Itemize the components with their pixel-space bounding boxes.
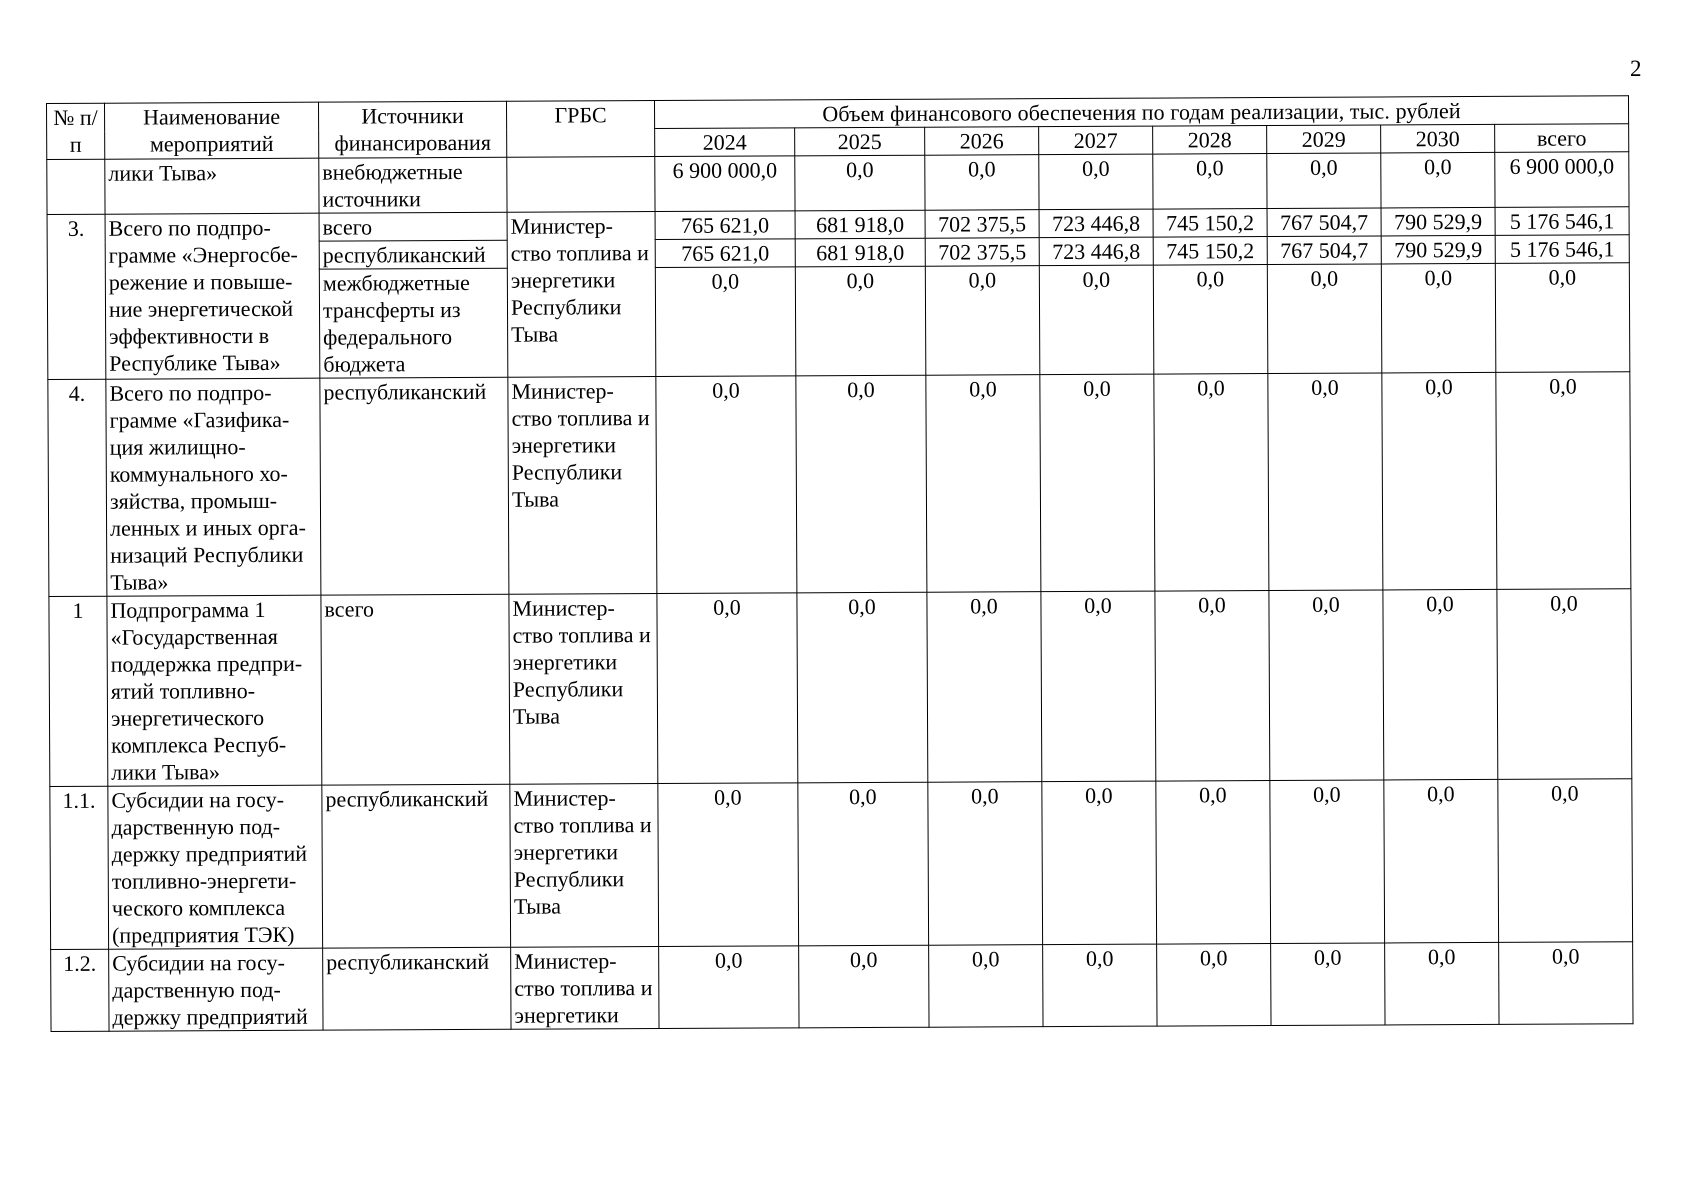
activity-name: Субсидии на госу-дарственную под-держку предприятий bbox=[109, 948, 323, 1031]
total-value: 0,0 bbox=[1497, 589, 1632, 780]
year-value: 0,0 bbox=[1270, 780, 1385, 944]
year-value: 0,0 bbox=[1042, 781, 1157, 945]
year-value: 0,0 bbox=[796, 375, 927, 593]
header-name: Наименование мероприятий bbox=[105, 102, 319, 159]
header-num: № п/п bbox=[47, 103, 105, 159]
year-value: 0,0 bbox=[1269, 590, 1384, 781]
year-value: 6 900 000,0 bbox=[655, 156, 795, 212]
year-value: 681 918,0 bbox=[795, 210, 925, 239]
table-row bbox=[50, 779, 1633, 950]
year-value: 0,0 bbox=[928, 782, 1043, 946]
grbs-name: Министер-ство топлива и энергетики Республики Тыва bbox=[507, 212, 656, 378]
grbs-name: Министер-ство топлива и энергетики Республики Тыва bbox=[509, 594, 658, 785]
total-value: 5 176 546,1 bbox=[1495, 207, 1629, 236]
total-value: 6 900 000,0 bbox=[1495, 152, 1629, 208]
header-total: всего bbox=[1495, 124, 1629, 153]
year-value: 767 504,7 bbox=[1267, 208, 1381, 237]
grbs-name: Министер-ство топлива и энергетики Республики Тыва bbox=[508, 377, 657, 595]
header-source: Источники финансирования bbox=[318, 101, 506, 158]
activity-name: Субсидии на госу-дарственную под-держку предприятий топливно-энергети-ческого комплекса (предприятия ТЭК) bbox=[108, 785, 323, 949]
year-value: 765 621,0 bbox=[655, 211, 795, 240]
year-value: 0,0 bbox=[655, 267, 796, 377]
funding-source: всего bbox=[321, 594, 510, 785]
total-value: 0,0 bbox=[1499, 942, 1633, 1025]
year-value: 0,0 bbox=[795, 155, 925, 211]
header-year: 2026 bbox=[925, 127, 1039, 156]
header-year: 2025 bbox=[795, 127, 925, 156]
year-value: 723 446,8 bbox=[1039, 209, 1153, 238]
row-number: 1 bbox=[49, 596, 108, 786]
year-value: 0,0 bbox=[927, 592, 1042, 783]
year-value: 0,0 bbox=[1271, 943, 1385, 1026]
year-value: 0,0 bbox=[1154, 374, 1269, 592]
header-year: 2030 bbox=[1381, 124, 1495, 153]
year-value: 0,0 bbox=[1041, 591, 1156, 782]
year-value: 0,0 bbox=[1157, 944, 1271, 1027]
year-value: 0,0 bbox=[1268, 373, 1383, 591]
year-value: 0,0 bbox=[1267, 153, 1381, 209]
year-value: 0,0 bbox=[1156, 781, 1271, 945]
header-year: 2027 bbox=[1039, 126, 1153, 155]
year-value: 702 375,5 bbox=[925, 210, 1039, 239]
header-grbs: ГРБС bbox=[506, 101, 654, 158]
year-value: 0,0 bbox=[798, 782, 929, 946]
financing-table bbox=[46, 95, 1634, 1032]
year-value: 0,0 bbox=[1385, 942, 1499, 1025]
grbs-name: Министер-ство топлива и энергетики bbox=[511, 947, 659, 1030]
header-volume: Объем финансового обеспечения по годам реализации, тыс. рублей bbox=[654, 96, 1628, 129]
year-value: 0,0 bbox=[658, 783, 799, 947]
year-value: 0,0 bbox=[1043, 944, 1157, 1027]
header-year: 2029 bbox=[1267, 125, 1381, 154]
year-value: 0,0 bbox=[1381, 263, 1496, 373]
year-value: 790 529,9 bbox=[1381, 207, 1495, 236]
total-value: 0,0 bbox=[1498, 779, 1633, 943]
year-value: 0,0 bbox=[926, 375, 1041, 593]
year-value: 0,0 bbox=[659, 946, 799, 1029]
funding-source: внебюджетные источники bbox=[319, 157, 507, 213]
year-value: 745 150,2 bbox=[1153, 237, 1267, 266]
funding-source: республиканский bbox=[322, 784, 511, 948]
year-value: 0,0 bbox=[795, 266, 926, 376]
year-value: 765 621,0 bbox=[655, 239, 795, 268]
year-value: 0,0 bbox=[797, 592, 928, 783]
row-number: 4. bbox=[48, 379, 107, 596]
year-value: 745 150,2 bbox=[1153, 209, 1267, 238]
header-year: 2028 bbox=[1153, 126, 1267, 155]
year-value: 0,0 bbox=[1153, 265, 1268, 375]
table-row bbox=[48, 372, 1631, 597]
activity-name: Всего по подпро-грамме «Энергосбе-режение и повыше-ние энергетической эффективности в Республике Тыва» bbox=[105, 213, 320, 379]
total-value: 0,0 bbox=[1495, 263, 1630, 373]
year-value: 0,0 bbox=[1040, 374, 1155, 592]
funding-source: межбюджетные трансферты из федерального бюджета bbox=[319, 268, 508, 378]
funding-source: республиканский bbox=[319, 240, 507, 269]
year-value: 0,0 bbox=[1267, 264, 1382, 374]
table-row bbox=[47, 152, 1629, 215]
year-value: 0,0 bbox=[656, 376, 797, 594]
grbs-name: Министер-ство топлива и энергетики Республики Тыва bbox=[510, 784, 659, 948]
funding-source: республиканский bbox=[320, 377, 509, 595]
total-value: 5 176 546,1 bbox=[1495, 235, 1629, 264]
row-number: 3. bbox=[47, 214, 106, 379]
table-header bbox=[47, 96, 1629, 160]
year-value: 0,0 bbox=[1384, 779, 1499, 943]
table-body bbox=[47, 152, 1633, 1032]
funding-source: республиканский bbox=[323, 947, 511, 1030]
page-number: 2 bbox=[1630, 56, 1642, 81]
year-value: 723 446,8 bbox=[1039, 237, 1153, 266]
year-value: 0,0 bbox=[657, 593, 798, 784]
year-value: 0,0 bbox=[1039, 154, 1153, 210]
table-row bbox=[51, 942, 1633, 1032]
activity-name: Всего по подпро-грамме «Газифика-ция жилищно-коммунального хо-зяйства, промыш-ленных и иных орга-низаций Республики Тыва» bbox=[106, 378, 321, 596]
year-value: 0,0 bbox=[1153, 154, 1267, 210]
table-row bbox=[49, 589, 1632, 787]
activity-name: Подпрограмма 1 «Государственная поддержка предпри-ятий топливно-энергетического комплекса Респуб-лики Тыва» bbox=[107, 595, 322, 786]
year-value: 702 375,5 bbox=[925, 238, 1039, 267]
year-value: 0,0 bbox=[925, 155, 1039, 211]
year-value: 767 504,7 bbox=[1267, 236, 1381, 265]
year-value: 790 529,9 bbox=[1381, 235, 1495, 264]
year-value: 0,0 bbox=[1039, 265, 1154, 375]
row-number bbox=[47, 159, 105, 214]
year-value: 0,0 bbox=[1381, 152, 1495, 208]
year-value: 0,0 bbox=[925, 266, 1040, 376]
header-year: 2024 bbox=[655, 128, 795, 157]
row-number: 1.2. bbox=[51, 949, 109, 1031]
year-value: 0,0 bbox=[1383, 589, 1498, 780]
year-value: 681 918,0 bbox=[795, 238, 925, 267]
year-value: 0,0 bbox=[1155, 591, 1270, 782]
total-value: 0,0 bbox=[1496, 372, 1631, 590]
row-number: 1.1. bbox=[50, 786, 109, 949]
funding-source: всего bbox=[319, 212, 507, 241]
year-value: 0,0 bbox=[1382, 372, 1497, 590]
grbs-name bbox=[507, 157, 655, 213]
year-value: 0,0 bbox=[799, 945, 929, 1028]
year-value: 0,0 bbox=[929, 945, 1043, 1028]
activity-name: лики Тыва» bbox=[105, 158, 319, 214]
